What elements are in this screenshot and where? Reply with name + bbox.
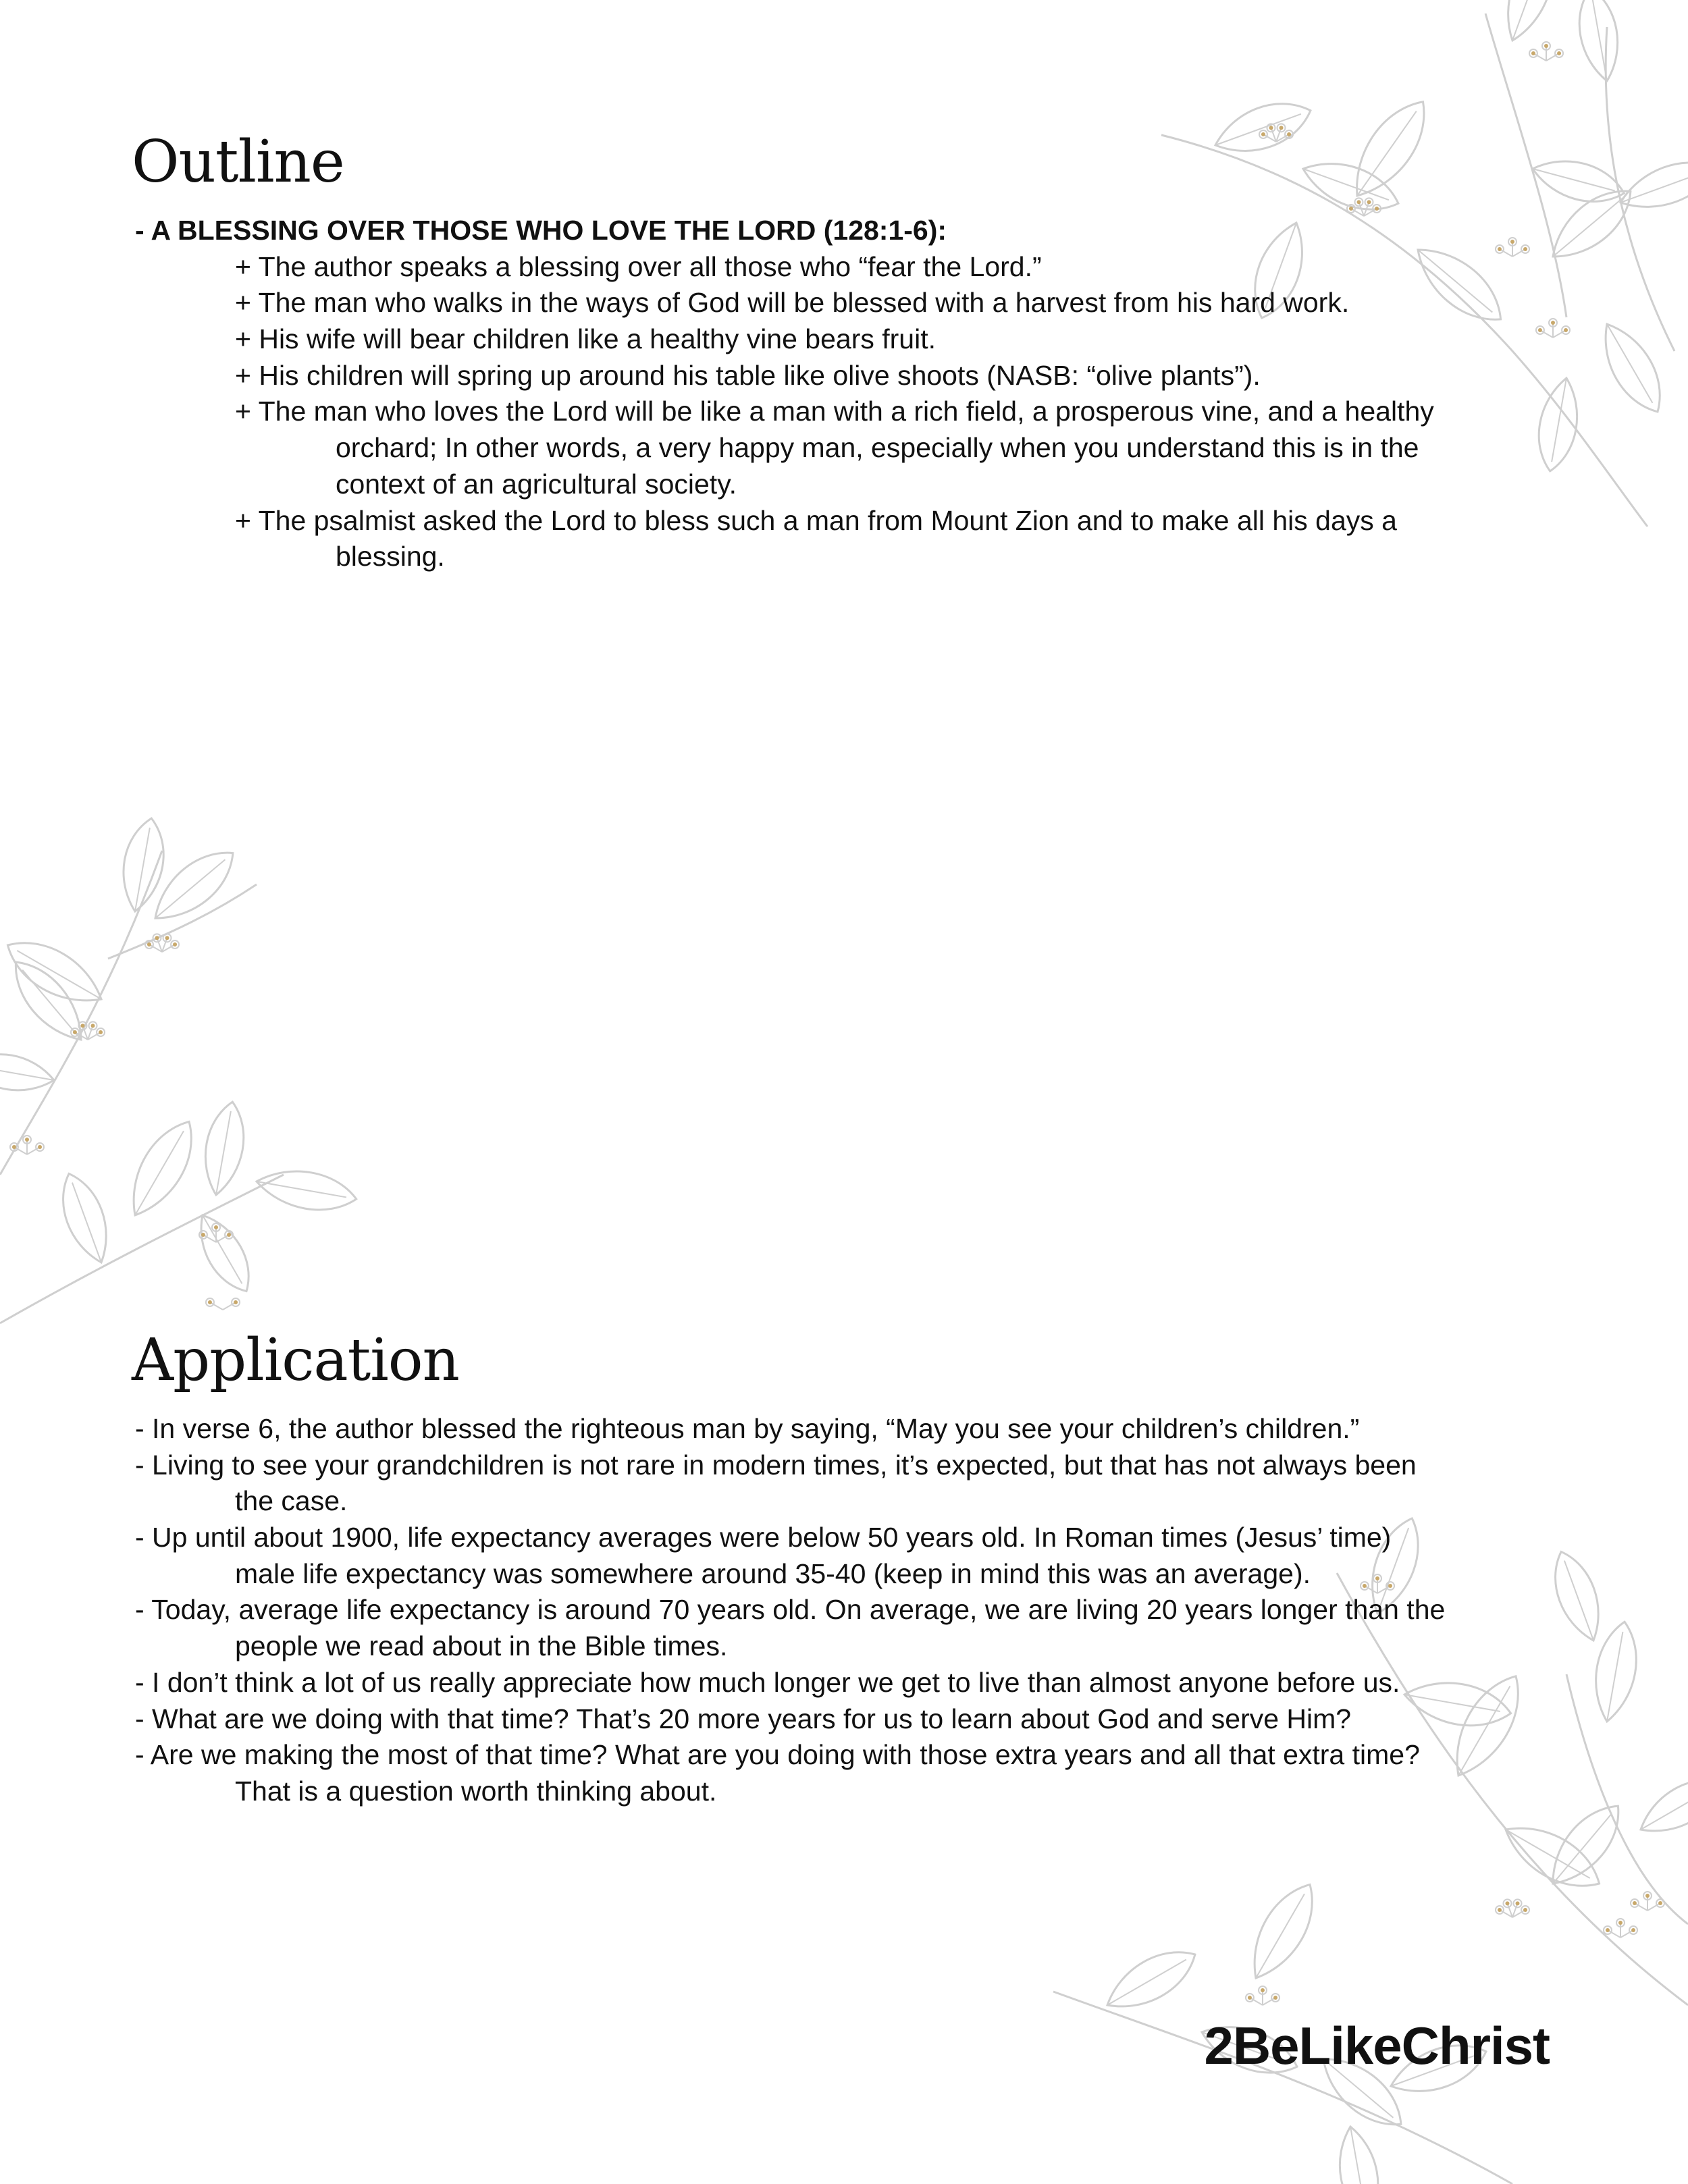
list-item	[135, 358, 1539, 394]
list-item-text: - What are we doing with that time? That’s 20 more years for us to learn about God and serve Him?	[135, 1703, 1352, 1734]
list-item-continuation: people we read about in the Bible times.	[235, 1630, 728, 1662]
list-item	[135, 1592, 1553, 1664]
list-item-text: + His wife will bear children like a healthy vine bears fruit.	[235, 323, 936, 355]
list-item	[135, 1447, 1553, 1520]
list-item-text: - Are we making the most of that time? What are you doing with those extra years and all that extra time?	[135, 1739, 1420, 1771]
list-item	[135, 503, 1539, 575]
list-item-text: + The psalmist asked the Lord to bless such a man from Mount Zion and to make all his days a	[235, 504, 1397, 536]
outline-section	[135, 213, 1539, 575]
list-item-text: - I don’t think a lot of us really appreciate how much longer we get to live than almost anyone before us.	[135, 1666, 1400, 1698]
list-item	[135, 1701, 1553, 1738]
list-item-continuation: the case.	[235, 1485, 348, 1517]
list-item-text: - In verse 6, the author blessed the righteous man by saying, “May you see your children’s children.”	[135, 1413, 1360, 1444]
outline-points-list	[135, 249, 1539, 575]
list-item-continuation: male life expectancy was somewhere around 35-40 (keep in mind this was an average).	[235, 1557, 1311, 1589]
list-item	[135, 1411, 1553, 1447]
list-item	[135, 1665, 1553, 1701]
list-item-continuation: context of an agricultural society.	[336, 468, 737, 500]
list-item-continuation: orchard; In other words, a very happy man, especially when you understand this is in the	[336, 432, 1419, 464]
list-item-text: + The man who loves the Lord will be like a man with a rich field, a prosperous vine, and a healthy	[235, 396, 1434, 427]
list-item	[135, 321, 1539, 358]
list-item-text: + The author speaks a blessing over all those who “fear the Lord.”	[235, 250, 1042, 282]
list-item-text: - Living to see your grandchildren is not rare in modern times, it’s expected, but that has not always been	[135, 1449, 1417, 1481]
list-item-continuation: That is a question worth thinking about.	[235, 1775, 717, 1807]
list-item	[135, 249, 1539, 286]
outline-heading: Outline	[132, 128, 344, 196]
list-item	[135, 1520, 1553, 1592]
outline-section-title: - A BLESSING OVER THOSE WHO LOVE THE LORD (128:1-6):	[135, 215, 947, 246]
list-item-continuation: blessing.	[336, 541, 445, 572]
list-item-text: + The man who walks in the ways of God will be blessed with a harvest from his hard work.	[235, 287, 1350, 319]
list-item-text: - Up until about 1900, life expectancy averages were below 50 years old. In Roman times (Jesus’ time)	[135, 1522, 1392, 1553]
application-heading: Application	[132, 1327, 459, 1394]
list-item-text: + His children will spring up around his table like olive shoots (NASB: “olive plants”).	[235, 359, 1261, 391]
list-item	[135, 394, 1539, 502]
leafy-branch-middle-left-icon	[0, 797, 378, 1377]
list-item	[135, 285, 1539, 321]
list-item-text: - Today, average life expectancy is around 70 years old. On average, we are living 20 years longer than the	[135, 1594, 1446, 1626]
application-points-list	[135, 1411, 1553, 1810]
brand-logo: 2BeLikeChrist	[1204, 2016, 1550, 2075]
list-item	[135, 1737, 1553, 1809]
